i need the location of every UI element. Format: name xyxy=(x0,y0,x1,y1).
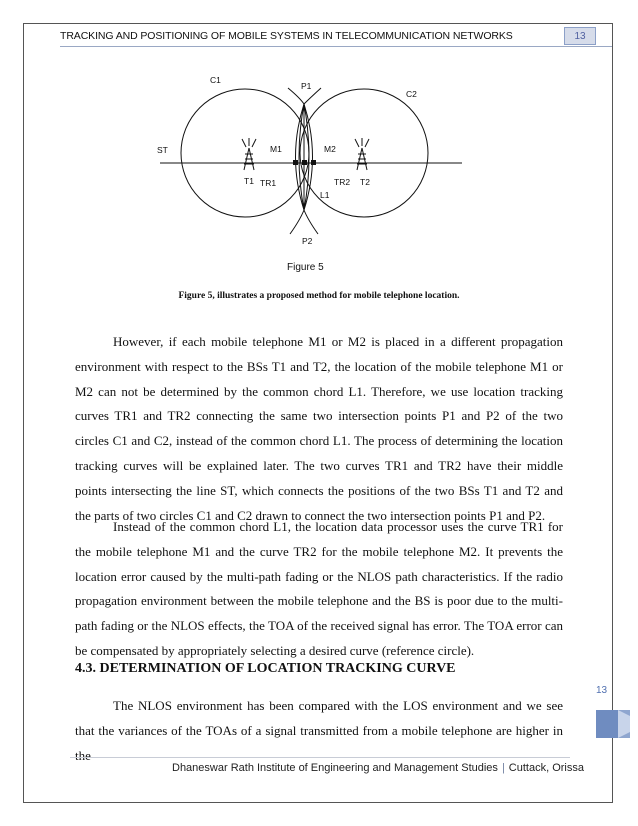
footer xyxy=(172,762,584,774)
label-c1: C1 xyxy=(210,75,221,85)
section-heading: 4.3. DETERMINATION OF LOCATION TRACKING CURVE xyxy=(75,661,456,676)
point-m1 xyxy=(293,160,298,165)
figure-5-diagram xyxy=(140,70,480,278)
label-tr2: TR2 xyxy=(334,177,351,187)
running-header: TRACKING AND POSITIONING OF MOBILE SYSTEMS IN TELECOMMUNICATION NETWORKS xyxy=(60,30,513,42)
label-l1: L1 xyxy=(320,190,330,200)
figure-caption: Figure 5, illustrates a proposed method for mobile telephone location. xyxy=(178,291,460,301)
tower-t1-icon xyxy=(242,138,256,170)
label-t1: T1 xyxy=(244,176,254,186)
curve-tr2-outer xyxy=(304,104,313,210)
point-center xyxy=(302,160,307,165)
label-tr1: TR1 xyxy=(260,178,277,188)
label-p1: P1 xyxy=(301,81,312,91)
label-st: ST xyxy=(157,145,168,155)
paragraph-1-text: However, if each mobile telephone M1 or M2 is placed in a different propagation environment with respect to the BSs T1 and T2, the location of the mobile telephone M1 or M2 can not be determined by the common chord L1. Therefore, we use location tracking curves TR1 and TR2 connecting the same two intersection points P1 and P2 of the two circles C1 and C2, instead of the common chord L1. The process of determining the location tracking curves will be explained later. The two curves TR1 and TR2 have their middle points intersecting the line ST, which connects the positions of the two BSs T1 and T2 and the parts of two circles C1 and C2 drawn to connect the two intersection points P1 and P2. xyxy=(75,334,563,523)
label-p2: P2 xyxy=(302,236,313,246)
label-c2: C2 xyxy=(406,89,417,99)
footer-location: Cuttack, Orissa xyxy=(508,762,584,774)
footer-institute: Dhaneswar Rath Institute of Engineering and Management Studies xyxy=(172,762,498,774)
tower-t2-icon xyxy=(355,138,369,170)
curve-p2-right xyxy=(304,210,318,234)
header-page-number: 13 xyxy=(564,27,596,45)
footer-rule xyxy=(70,757,570,758)
figure-title: Figure 5 xyxy=(287,262,324,273)
page-tab-decoration xyxy=(596,710,630,738)
footer-separator: | xyxy=(501,762,505,774)
paragraph-1 xyxy=(75,330,563,528)
point-m2 xyxy=(311,160,316,165)
paragraph-3-text: The NLOS environment has been compared with the LOS environment and we see that the variances of the TOAs of a signal transmitted from a mobile telephone are higher in the xyxy=(75,698,563,763)
side-page-number: 13 xyxy=(596,685,608,696)
curve-p2-left xyxy=(290,210,304,234)
header-rule xyxy=(60,46,612,47)
label-t2: T2 xyxy=(360,177,370,187)
label-m1: M1 xyxy=(270,144,282,154)
circle-c1 xyxy=(181,89,309,217)
paragraph-2 xyxy=(75,515,563,664)
label-m2: M2 xyxy=(324,144,336,154)
paragraph-2-text: Instead of the common chord L1, the location data processor uses the curve TR1 for the mobile telephone M1 and the curve TR2 for the mobile telephone M2. It prevents the location error caused by the multi-path fading or the NLOS path characteristics. If the radio propagation environment between the mobile telephone and the BS is poor due to the multi-path fading or the NLOS effects, the TOA of the received signal has error. The TOA error can be compensated by appropriately selecting a desired curve (reference circle). xyxy=(75,519,563,658)
